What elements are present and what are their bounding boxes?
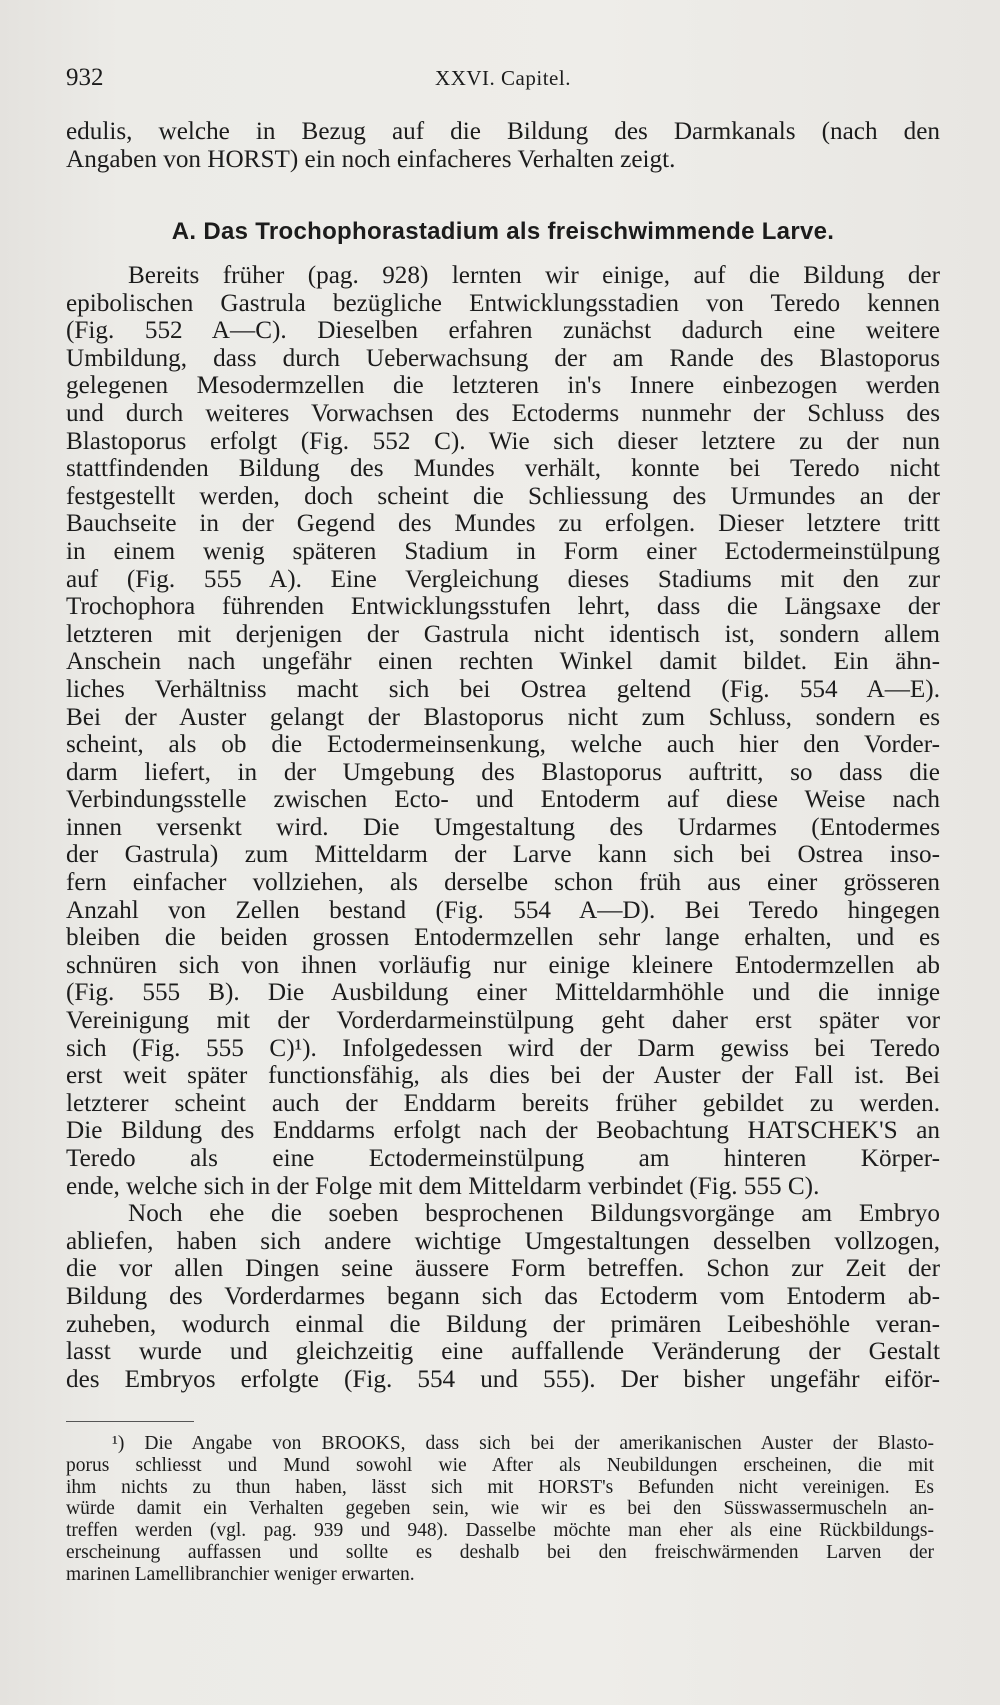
text-line: letzterer scheint auch der Enddarm bereits früher gebildet zu werden.: [66, 1089, 940, 1117]
text-line: gelegenen Mesodermzellen die letzteren in's Innere einbezogen werden: [66, 372, 940, 400]
text-line: des Embryos erfolgte (Fig. 554 und 555). Der bisher ungefähr eiför-: [66, 1365, 940, 1393]
text-line: liches Verhältniss macht sich bei Ostrea geltend (Fig. 554 A—E).: [66, 675, 940, 703]
footnote-line: erscheinung auffassen und sollte es deshalb bei den freischwärmenden Larven der: [66, 1541, 934, 1563]
text-line: fern einfacher vollziehen, als derselbe schon früh aus einer grösseren: [66, 869, 940, 897]
text-line: scheint, als ob die Ectodermeinsenkung, welche auch hier den Vorder-: [66, 731, 940, 759]
footnote-line: porus schliesst und Mund sowohl wie After als Neubildungen erscheinen, die mit: [66, 1454, 934, 1476]
text-line: festgestellt werden, doch scheint die Schliessung des Urmundes an der: [66, 482, 940, 510]
text-line: letzteren mit derjenigen der Gastrula nicht identisch ist, sondern allem: [66, 620, 940, 648]
chapter-title: XXVI. Capitel.: [435, 66, 571, 90]
text-line: Trochophora führenden Entwicklungsstufen lehrt, dass die Längsaxe der: [66, 593, 940, 621]
text-line: epibolischen Gastrula bezügliche Entwicklungsstadien von Teredo kennen: [66, 289, 940, 317]
text-line: abliefen, haben sich andere wichtige Umgestaltungen desselben vollzogen,: [66, 1227, 940, 1255]
text-line: erst weit später functionsfähig, als dies bei der Auster der Fall ist. Bei: [66, 1062, 940, 1090]
text-line: innen versenkt wird. Die Umgestaltung des Urdarmes (Entodermes: [66, 813, 940, 841]
text-line: Die Bildung des Enddarms erfolgt nach der Beobachtung HATSCHEK'S an: [66, 1117, 940, 1145]
text-line: und durch weiteres Vorwachsen des Ectoderms nunmehr der Schluss des: [66, 399, 940, 427]
footnote-line: ihm nichts zu thun haben, lässt sich mit HORST's Befunden nicht vereinigen. Es: [66, 1476, 934, 1498]
footnote: [66, 1433, 934, 1586]
text-line: Vereinigung mit der Vorderdarmeinstülpung geht daher erst später vor: [66, 1007, 940, 1035]
page-number: 932: [66, 64, 104, 91]
text-line: darm liefert, in der Umgebung des Blastoporus auftritt, so dass die: [66, 758, 940, 786]
footnote-line: marinen Lamellibranchier weniger erwarten.: [66, 1563, 415, 1585]
text-line: Umbildung, dass durch Ueberwachsung der am Rande des Blastoporus: [66, 344, 940, 372]
text-line: ende, welche sich in der Folge mit dem Mitteldarm verbindet (Fig. 555 C).: [66, 1172, 820, 1200]
footnote-line: treffen werden (vgl. pag. 939 und 948). Dasselbe möchte man eher als eine Rückbildungs-: [66, 1520, 934, 1542]
text-line: Anzahl von Zellen bestand (Fig. 554 A—D). Bei Teredo hingegen: [66, 896, 940, 924]
intro-paragraph: [66, 118, 940, 173]
text-line: stattfindenden Bildung des Mundes verhält, konnte bei Teredo nicht: [66, 455, 940, 483]
text-line: Bei der Auster gelangt der Blastoporus nicht zum Schluss, sondern es: [66, 703, 940, 731]
text-line: (Fig. 552 A—C). Dieselben erfahren zunächst dadurch eine weitere: [66, 317, 940, 345]
text-line: Bereits früher (pag. 928) lernten wir einige, auf die Bildung der: [128, 262, 940, 289]
footnote-line: würde damit ein Verhalten gegeben sein, wie wir es bei den Süsswassermuscheln an-: [66, 1498, 934, 1520]
text-line: in einem wenig späteren Stadium in Form einer Ectodermeinstülpung: [66, 537, 940, 565]
footnote-divider: [66, 1421, 194, 1422]
text-line: Bildung des Vorderdarmes begann sich das Ectoderm vom Entoderm ab-: [66, 1282, 940, 1310]
text-line: sich (Fig. 555 C)¹). Infolgedessen wird der Darm gewiss bei Teredo: [66, 1034, 940, 1062]
text-line: Teredo als eine Ectodermeinstülpung am hinteren Körper-: [66, 1145, 940, 1172]
text-line: schnüren sich von ihnen vorläufig nur einige kleinere Entodermzellen ab: [66, 951, 940, 979]
text-line: bleiben die beiden grossen Entodermzellen sehr lange erhalten, und es: [66, 924, 940, 952]
text-line: Blastoporus erfolgt (Fig. 552 C). Wie sich dieser letztere zu der nun: [66, 427, 940, 455]
text-line: (Fig. 555 B). Die Ausbildung einer Mitteldarmhöhle und die innige: [66, 979, 940, 1007]
text-line: lasst wurde und gleichzeitig eine auffallende Veränderung der Gestalt: [66, 1338, 940, 1366]
text-line: zuheben, wodurch einmal die Bildung der primären Leibeshöhle veran-: [66, 1310, 940, 1338]
running-head: [66, 64, 940, 96]
text-line: Anschein nach ungefähr einen rechten Winkel damit bildet. Ein ähn-: [66, 648, 940, 676]
footnote-line: ¹) Die Angabe von BROOKS, dass sich bei der amerikanischen Auster der Blasto-: [112, 1433, 934, 1454]
text-line: Noch ehe die soeben besprochenen Bildungsvorgänge am Embryo: [128, 1200, 940, 1228]
text-line: der Gastrula) zum Mitteldarm der Larve kann sich bei Ostrea inso-: [66, 841, 940, 869]
section-heading: A. Das Trochophorastadium als freischwimmende Larve.: [171, 218, 835, 245]
paragraph-1: [66, 262, 940, 1393]
text-line: Verbindungsstelle zwischen Ecto- und Entoderm auf diese Weise nach: [66, 786, 940, 814]
text-line: auf (Fig. 555 A). Eine Vergleichung dieses Stadiums mit den zur: [66, 565, 940, 593]
text-line: Angaben von HORST) ein noch einfacheres Verhalten zeigt.: [66, 145, 676, 173]
text-line: die vor allen Dingen seine äussere Form betreffen. Schon zur Zeit der: [66, 1255, 940, 1283]
text-line: edulis, welche in Bezug auf die Bildung des Darmkanals (nach den: [66, 118, 940, 145]
text-line: Bauchseite in der Gegend des Mundes zu erfolgen. Dieser letztere tritt: [66, 510, 940, 538]
